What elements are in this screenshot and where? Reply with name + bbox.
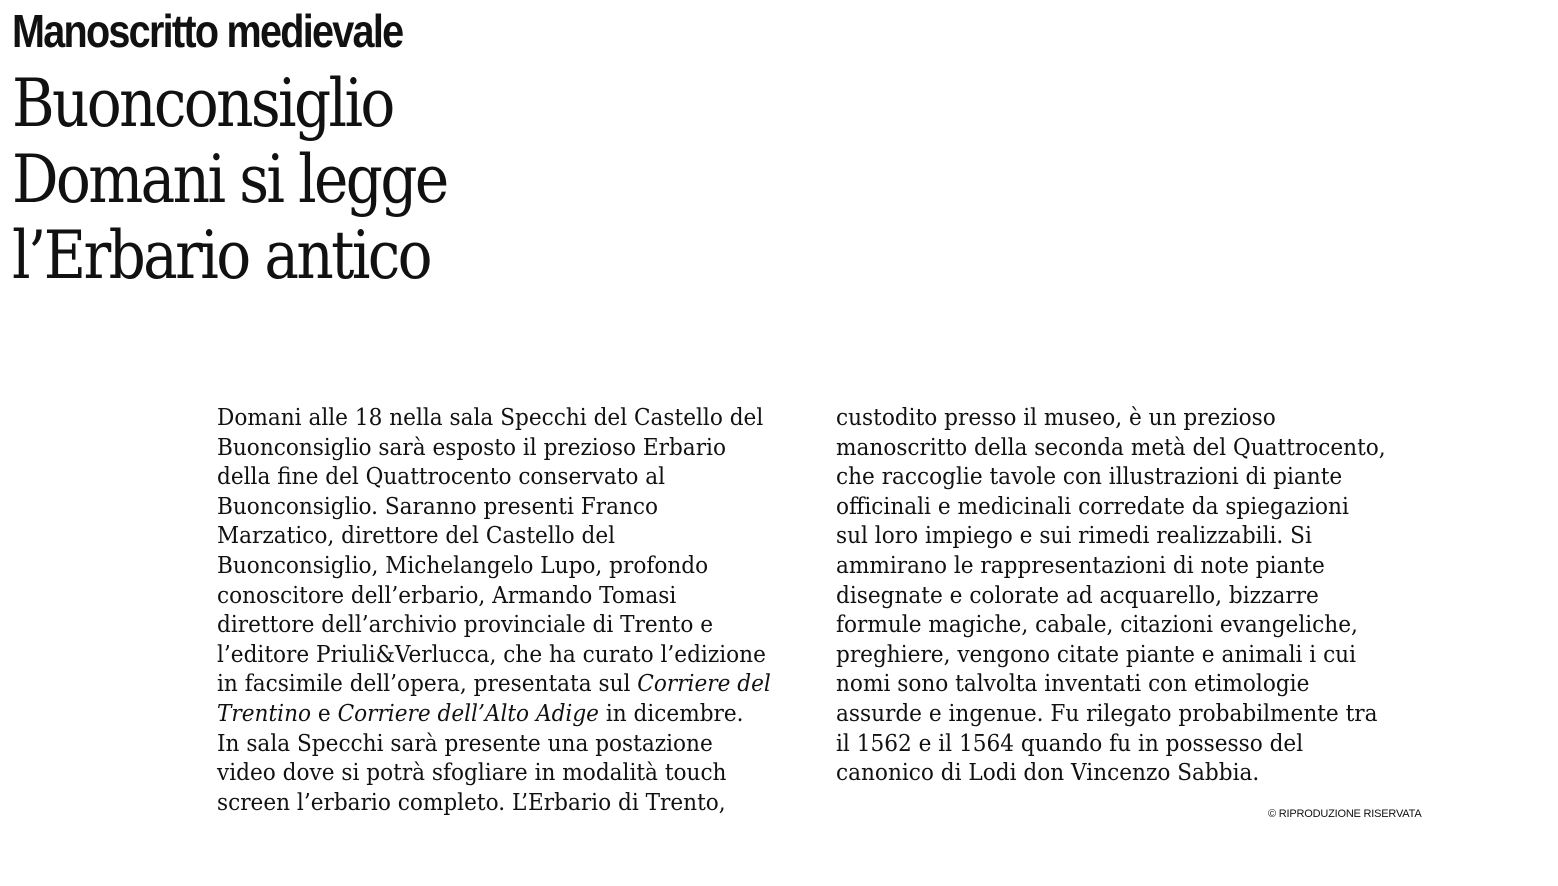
newspaper-name: Corriere dell’Alto Adige bbox=[337, 700, 599, 727]
article-headline bbox=[12, 66, 447, 294]
article-body-column-left bbox=[217, 404, 771, 818]
body-line: il 1562 e il 1564 quando fu in possesso del bbox=[836, 730, 1304, 757]
body-line: ammirano le rappresentazioni di note piante bbox=[836, 552, 1325, 579]
body-line: custodito presso il museo, è un prezioso bbox=[836, 405, 1276, 431]
body-line: canonico di Lodi don Vincenzo Sabbia. bbox=[836, 760, 1260, 787]
body-line: conoscitore dell’erbario, Armando Tomasi bbox=[217, 582, 677, 609]
body-line: Buonconsiglio. Saranno presenti Franco bbox=[217, 493, 659, 520]
body-line: In sala Specchi sarà presente una postazione bbox=[217, 730, 713, 757]
newspaper-name: Corriere del bbox=[637, 671, 771, 698]
body-text: in dicembre. bbox=[598, 700, 744, 727]
body-line: preghiere, vengono citate piante e animali i cui bbox=[836, 641, 1357, 668]
body-line: della fine del Quattrocento conservato al bbox=[217, 464, 666, 491]
body-line: disegnate e colorate ad acquarello, bizzarre bbox=[836, 582, 1319, 609]
article-kicker: Manoscritto medievale bbox=[12, 5, 403, 57]
copyright-notice: © RIPRODUZIONE RISERVATA bbox=[1268, 808, 1422, 820]
body-line: sul loro impiego e sui rimedi realizzabili. Si bbox=[836, 523, 1312, 550]
body-line: Domani alle 18 nella sala Specchi del Castello del bbox=[217, 405, 764, 431]
body-line: nomi sono talvolta inventati con etimologie bbox=[836, 671, 1310, 698]
headline-line: Domani si legge bbox=[12, 141, 447, 218]
headline-line: l’Erbario antico bbox=[12, 217, 430, 294]
body-text: e bbox=[311, 700, 338, 727]
body-line: Marzatico, direttore del Castello del bbox=[217, 523, 616, 550]
body-text: in facsimile dell’opera, presentata sul bbox=[217, 671, 638, 698]
body-line: screen l’erbario completo. L’Erbario di Trento, bbox=[217, 789, 726, 816]
body-line: officinali e medicinali corredate da spiegazioni bbox=[836, 493, 1349, 520]
newspaper-name: Trentino bbox=[217, 700, 312, 727]
article-body-column-right bbox=[836, 404, 1386, 789]
body-line: l’editore Priuli&Verlucca, che ha curato l’edizione bbox=[217, 641, 766, 668]
headline-line: Buonconsiglio bbox=[12, 65, 393, 142]
body-line: formule magiche, cabale, citazioni evangeliche, bbox=[836, 612, 1358, 639]
body-line: manoscritto della seconda metà del Quattrocento, bbox=[836, 434, 1386, 461]
body-line: Buonconsiglio, Michelangelo Lupo, profondo bbox=[217, 552, 709, 579]
body-line: video dove si potrà sfogliare in modalità touch bbox=[217, 760, 727, 787]
body-line bbox=[217, 700, 771, 730]
body-line: assurde e ingenue. Fu rilegato probabilmente tra bbox=[836, 700, 1378, 727]
body-line bbox=[217, 670, 771, 700]
body-line: Buonconsiglio sarà esposto il prezioso Erbario bbox=[217, 434, 726, 461]
body-line: direttore dell’archivio provinciale di Trento e bbox=[217, 612, 714, 639]
body-line: che raccoglie tavole con illustrazioni di piante bbox=[836, 464, 1343, 491]
